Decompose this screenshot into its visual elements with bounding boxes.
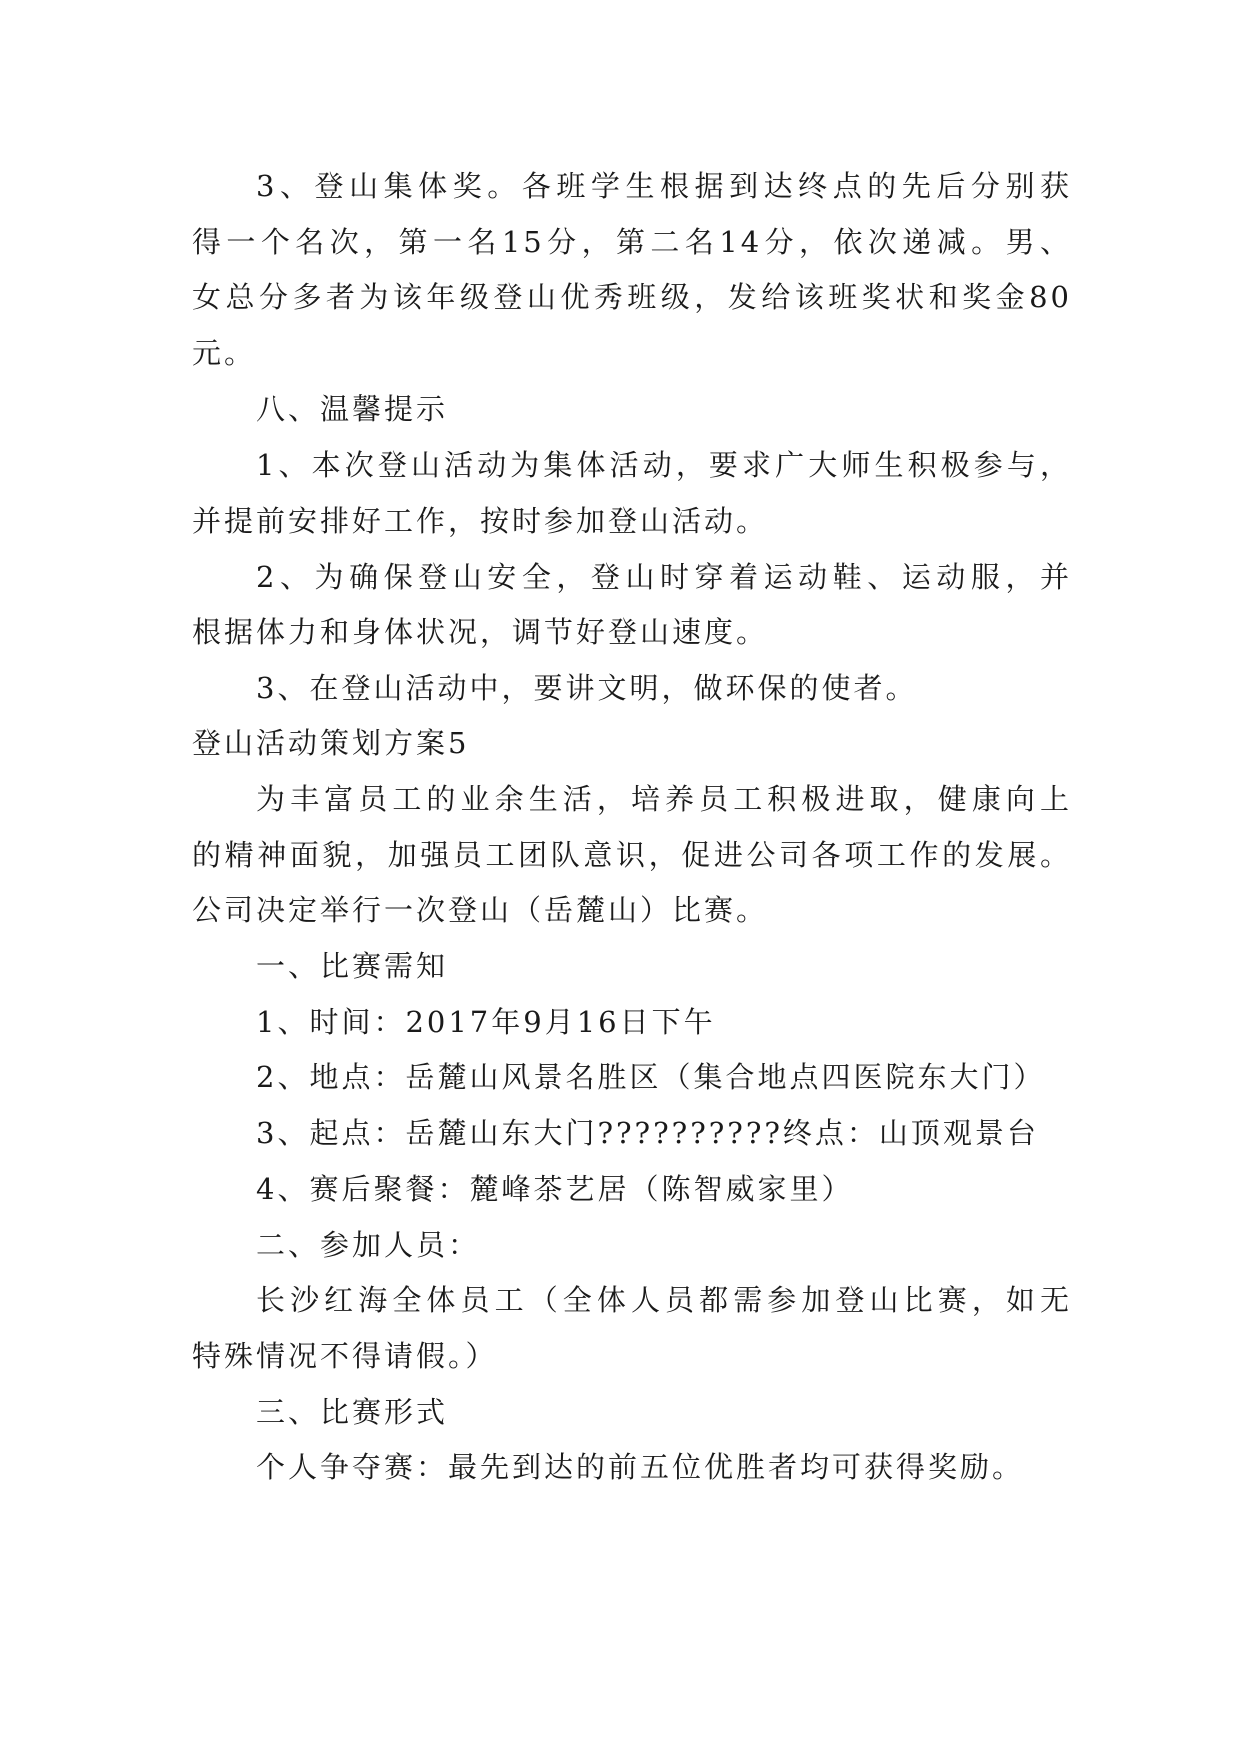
paragraph-line: 并提前安排好工作，按时参加登山活动。 bbox=[192, 504, 769, 538]
paragraph-line: 的精神面貌，加强员工团队意识，促进公司各项工作的发展。 bbox=[192, 838, 1072, 872]
paragraph-line: 公司决定举行一次登山（岳麓山）比赛。 bbox=[192, 893, 769, 927]
section-heading: 八、温馨提示 bbox=[256, 392, 449, 426]
list-item: 4、赛后聚餐：麓峰茶艺居（陈智威家里） bbox=[256, 1172, 854, 1206]
paragraph-line: 得一个名次，第一名15分，第二名14分，依次递减。男、 bbox=[192, 225, 1072, 259]
paragraph-line: 为丰富员工的业余生活，培养员工积极进取，健康向上 bbox=[256, 782, 1072, 816]
section-heading: 三、比赛形式 bbox=[256, 1395, 449, 1429]
section-heading: 一、比赛需知 bbox=[256, 949, 449, 983]
paragraph-line: 3、在登山活动中，要讲文明，做环保的使者。 bbox=[256, 671, 918, 705]
paragraph-line: 女总分多者为该年级登山优秀班级，发给该班奖状和奖金80 bbox=[192, 280, 1072, 314]
paragraph-line: 元。 bbox=[192, 336, 257, 370]
document-title: 登山活动策划方案5 bbox=[192, 726, 470, 760]
paragraph-line: 1、本次登山活动为集体活动，要求广大师生积极参与， bbox=[256, 448, 1072, 482]
list-item: 2、地点：岳麓山风景名胜区（集合地点四医院东大门） bbox=[256, 1060, 1046, 1094]
list-item: 1、时间：2017年9月16日下午 bbox=[256, 1005, 716, 1039]
paragraph-line: 3、登山集体奖。各班学生根据到达终点的先后分别获 bbox=[256, 169, 1072, 203]
paragraph-line: 根据体力和身体状况，调节好登山速度。 bbox=[192, 615, 769, 649]
list-item: 3、起点：岳麓山东大门??????????终点：山顶观景台 bbox=[256, 1116, 1039, 1150]
paragraph-line: 个人争夺赛：最先到达的前五位优胜者均可获得奖励。 bbox=[256, 1450, 1025, 1484]
paragraph-line: 2、为确保登山安全，登山时穿着运动鞋、运动服，并 bbox=[256, 560, 1072, 594]
paragraph-line: 特殊情况不得请假。） bbox=[192, 1339, 498, 1373]
section-heading: 二、参加人员： bbox=[256, 1228, 481, 1262]
paragraph-line: 长沙红海全体员工（全体人员都需参加登山比赛，如无 bbox=[256, 1283, 1072, 1317]
